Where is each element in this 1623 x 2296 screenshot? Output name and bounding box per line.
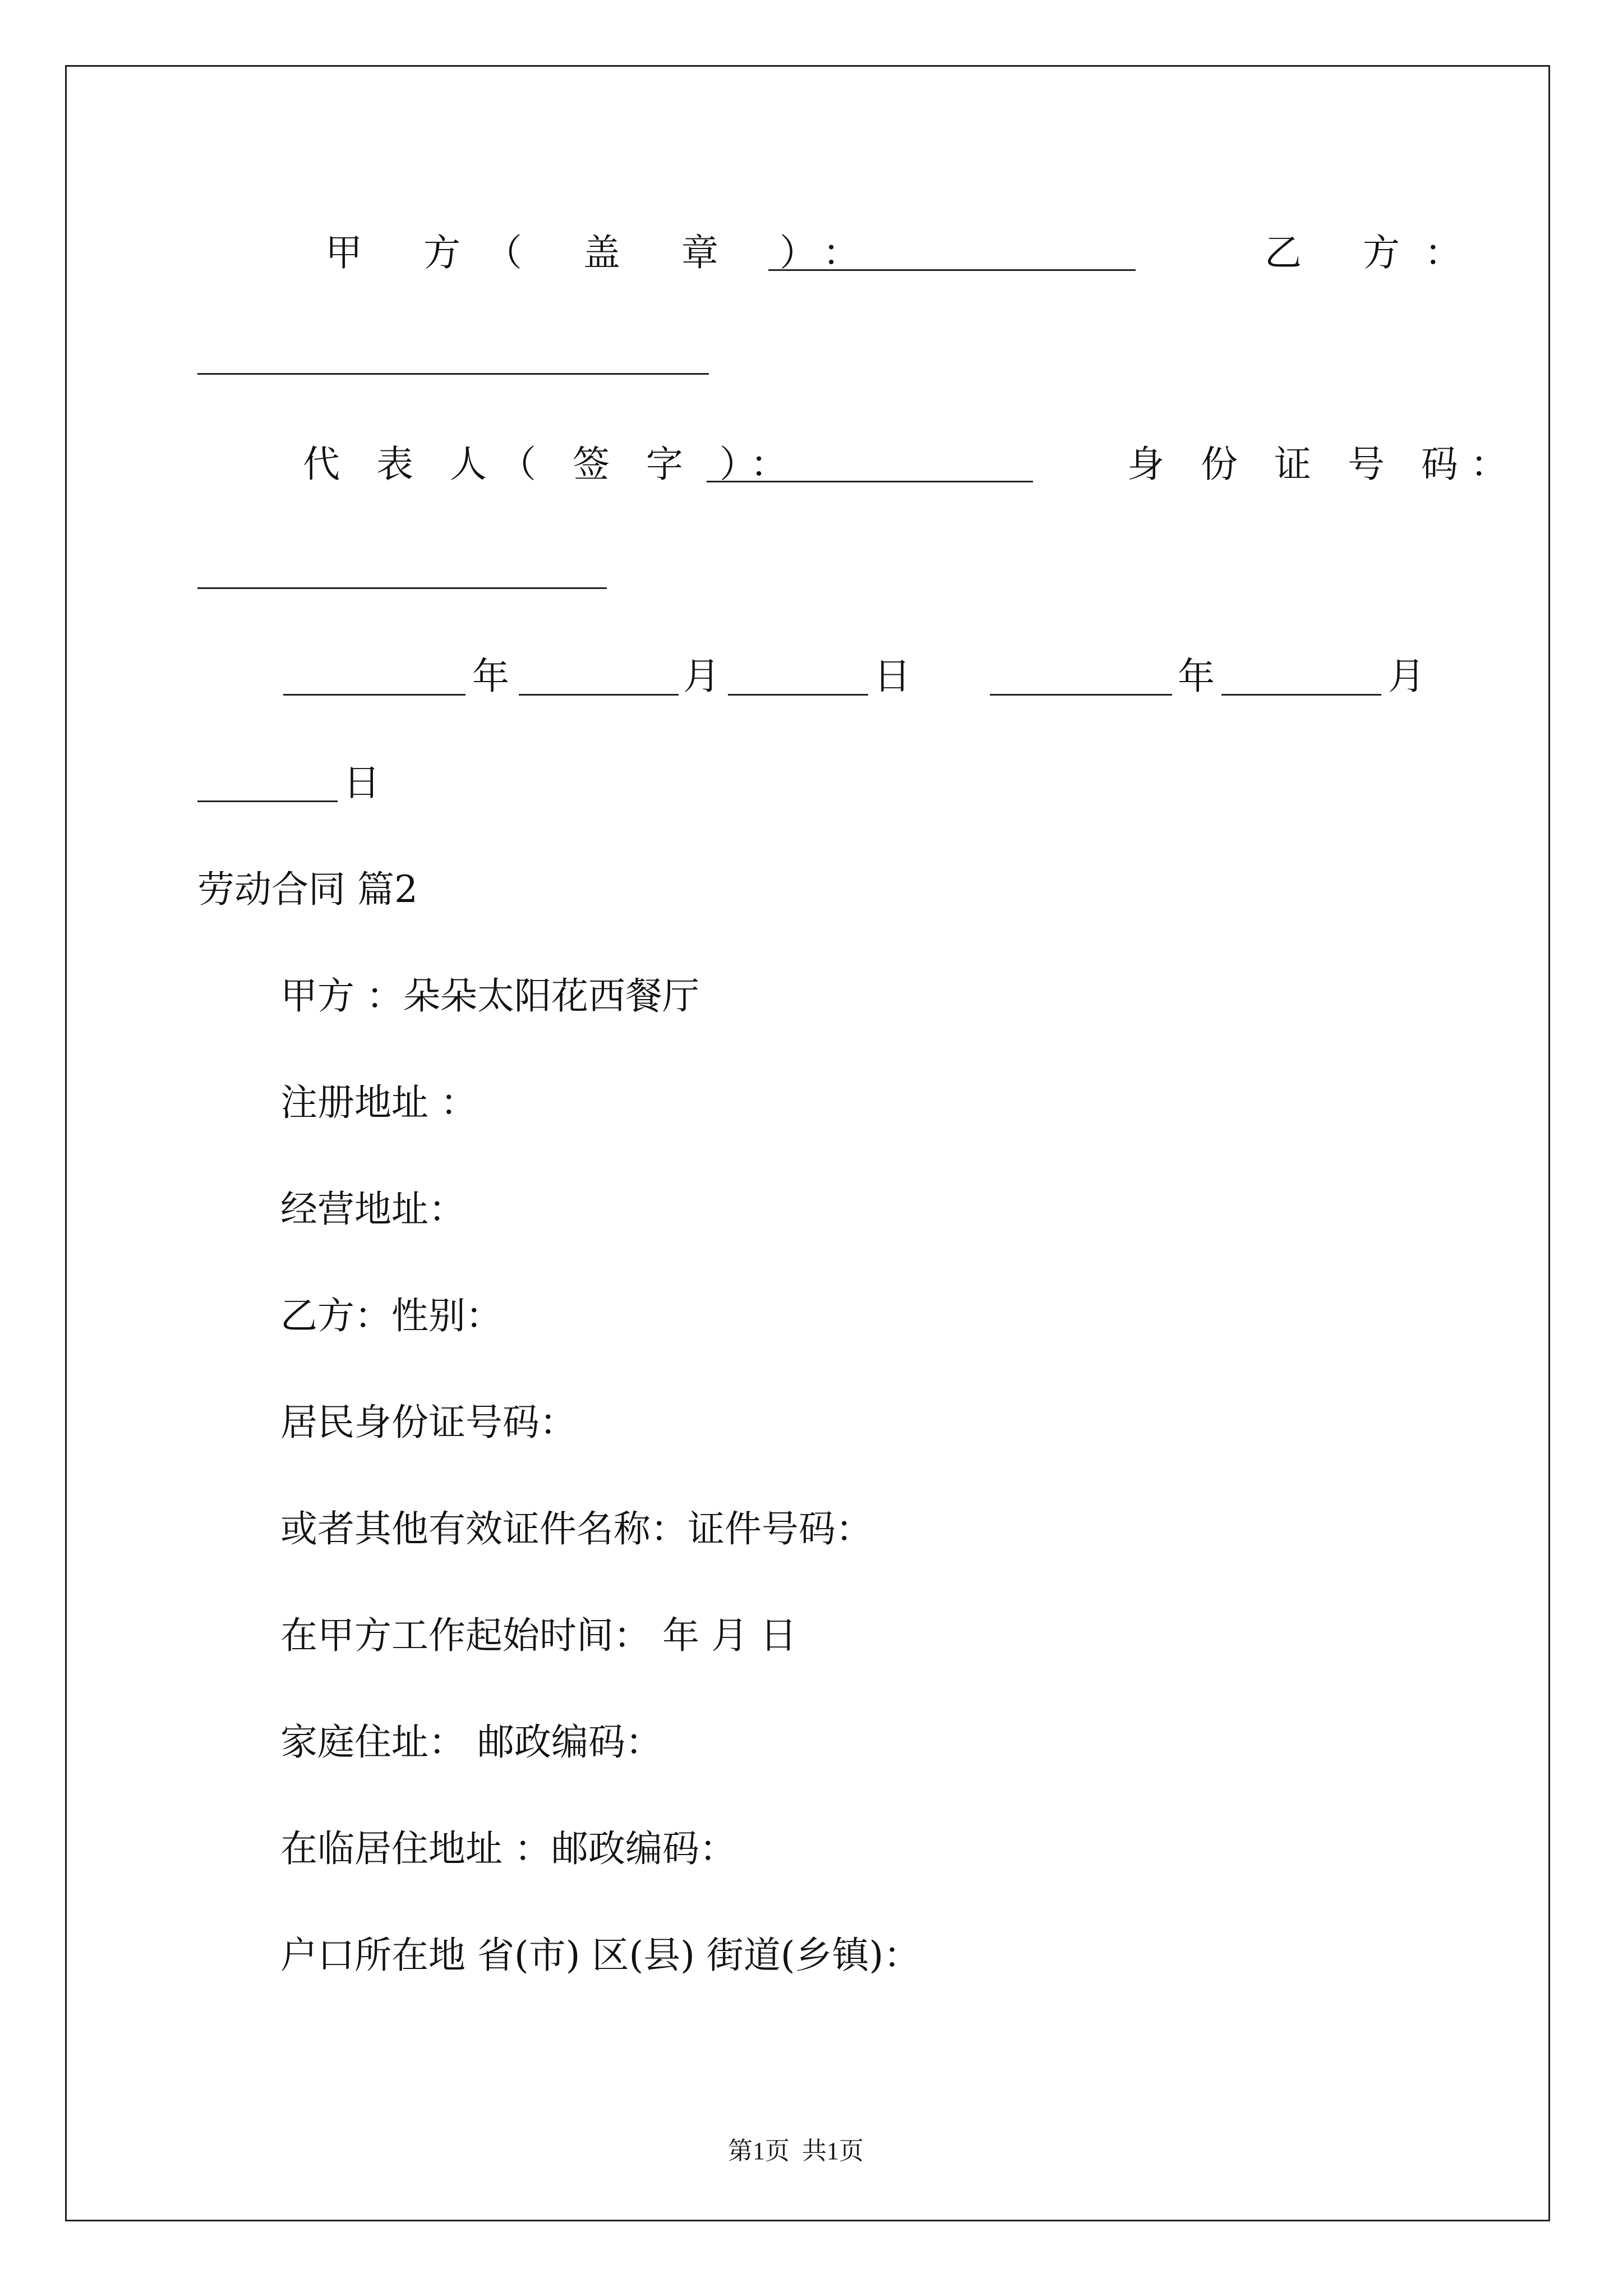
date-b-day: 日 [343, 761, 380, 804]
field-party-b-gender: 乙方：性别： [280, 1294, 502, 1337]
date-a-year: 年 [472, 655, 509, 698]
id-number-blank[interactable] [197, 587, 607, 589]
party-a-seal-label: 甲 方（ 盖 章 ）： [325, 231, 884, 274]
field-registered-address: 注册地址 ： [280, 1081, 477, 1124]
representative-label: 代 表 人（ 签 字 ）： [303, 443, 800, 486]
field-business-address: 经营地址： [280, 1188, 465, 1231]
field-start-date: 在甲方工作起始时间： 年 月 日 [280, 1614, 797, 1657]
date-b-year-blank[interactable] [990, 694, 1172, 696]
field-home-address: 家庭住址： 邮政编码： [280, 1720, 662, 1764]
date-a-day-blank[interactable] [728, 694, 868, 696]
date-b-day-blank[interactable] [197, 800, 338, 802]
field-temp-address: 在临居住地址 ：邮政编码： [280, 1827, 736, 1870]
date-a-month-blank[interactable] [519, 694, 679, 696]
id-number-label: 身 份 证 号 码： [1127, 443, 1520, 486]
date-a-day: 日 [874, 655, 911, 698]
date-b-month: 月 [1388, 655, 1425, 698]
party-b-label: 乙 方： [1265, 231, 1486, 274]
section-title: 劳动合同 篇2 [197, 868, 418, 911]
date-b-year: 年 [1178, 655, 1215, 698]
field-party-a: 甲方 ：朵朵太阳花西餐厅 [280, 974, 699, 1018]
field-resident-id: 居民身份证号码： [280, 1401, 577, 1444]
page-footer: 第1页 共1页 [728, 2137, 864, 2165]
representative-blank[interactable] [707, 481, 1033, 482]
date-b-month-blank[interactable] [1221, 694, 1381, 696]
page-border [65, 65, 1550, 2221]
date-a-year-blank[interactable] [283, 694, 465, 696]
date-a-month: 月 [683, 655, 720, 698]
field-household-registration: 户口所在地 省(市) 区(县) 街道(乡镇)： [280, 1934, 921, 1977]
field-other-id: 或者其他有效证件名称：证件号码： [280, 1507, 873, 1550]
party-b-blank[interactable] [197, 373, 709, 375]
party-a-seal-blank[interactable] [768, 269, 1136, 271]
